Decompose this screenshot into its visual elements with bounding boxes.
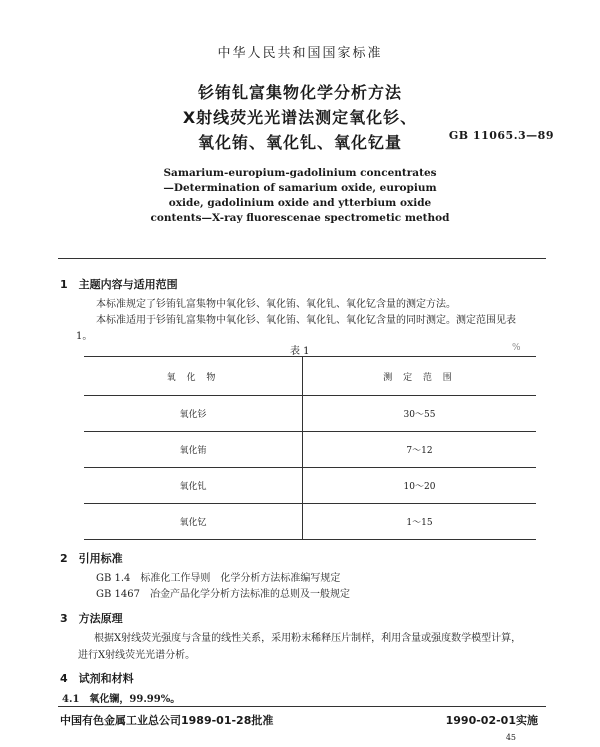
section3-para-line1: 根据X射线荧光强度与含量的线性关系，采用粉末稀释压片制样，利用含量或强度数学模型计算，	[94, 633, 522, 644]
cell-oxide: 氧化钐	[84, 396, 303, 432]
section3-para-line2: 进行X射线荧光光谱分析。	[78, 650, 196, 661]
table-caption: 表 1	[290, 346, 310, 357]
title-cn-line3: 氧化铕、氧化钆、氧化钇量	[197, 133, 402, 152]
cell-range: 1～15	[303, 504, 537, 540]
section1-para2-line1: 本标准适用于钐铕钆富集物中氧化钐、氧化铕、氧化钆、氧化钇含量的同时测定。测定范围见表	[96, 315, 516, 326]
measurement-range-table	[84, 356, 536, 540]
section4-heading: 4 试剂和材料	[60, 672, 134, 685]
table-row	[84, 504, 536, 540]
approval-date: 中国有色金属工业总公司1989-01-28批准	[60, 714, 274, 727]
table-row	[84, 396, 536, 432]
table-row	[84, 432, 536, 468]
section1-para2-line2: 1。	[76, 331, 93, 342]
cell-oxide: 氧化铕	[84, 432, 303, 468]
section1-heading: 1 主题内容与适用范围	[60, 278, 178, 291]
title-en-line4: contents—X-ray fluorescenae spectrometic method	[150, 212, 450, 224]
section2-heading: 2 引用标准	[60, 552, 123, 565]
table-header-row	[84, 357, 536, 396]
reference-gb-1-4: GB 1.4 标准化工作导则 化学分析方法标准编写规定	[96, 573, 341, 584]
cell-oxide: 氧化钇	[84, 504, 303, 540]
section3-heading: 3 方法原理	[60, 612, 123, 625]
header-divider	[58, 258, 546, 259]
column-header-range: 测 定 范 围	[303, 357, 537, 396]
reagent-item-4-1: 4.1 氧化镧，99.99%。	[62, 694, 181, 705]
section1-para1: 本标准规定了钐铕钆富集物中氧化钐、氧化铕、氧化钆、氧化钇含量的测定方法。	[96, 299, 456, 310]
title-en-line2: —Determination of samarium oxide, europium	[163, 182, 437, 194]
implementation-date: 1990-02-01实施	[445, 714, 538, 727]
footer-divider	[58, 706, 546, 707]
title-cn-line2: X射线荧光光谱法测定氧化钐、	[182, 108, 418, 127]
title-cn-line1: 钐铕钆富集物化学分析方法	[197, 83, 402, 102]
title-en-line3: oxide, gadolinium oxide and ytterbium oxide	[168, 197, 432, 209]
cell-range: 10～20	[303, 468, 537, 504]
reference-gb-1467: GB 1467 冶金产品化学分析方法标准的总则及一般规定	[96, 589, 350, 600]
cell-range: 7～12	[303, 432, 537, 468]
standard-name: 中华人民共和国国家标准	[217, 46, 383, 61]
column-header-oxide: 氧 化 物	[84, 357, 303, 396]
table-unit: %	[512, 343, 521, 353]
table-row	[84, 468, 536, 504]
cell-oxide: 氧化钆	[84, 468, 303, 504]
gb-code: GB 11065.3—89	[448, 129, 554, 142]
page-number: 45	[505, 733, 516, 742]
title-en-line1: Samarium-europium-gadolinium concentrates	[163, 167, 437, 179]
cell-range: 30～55	[303, 396, 537, 432]
